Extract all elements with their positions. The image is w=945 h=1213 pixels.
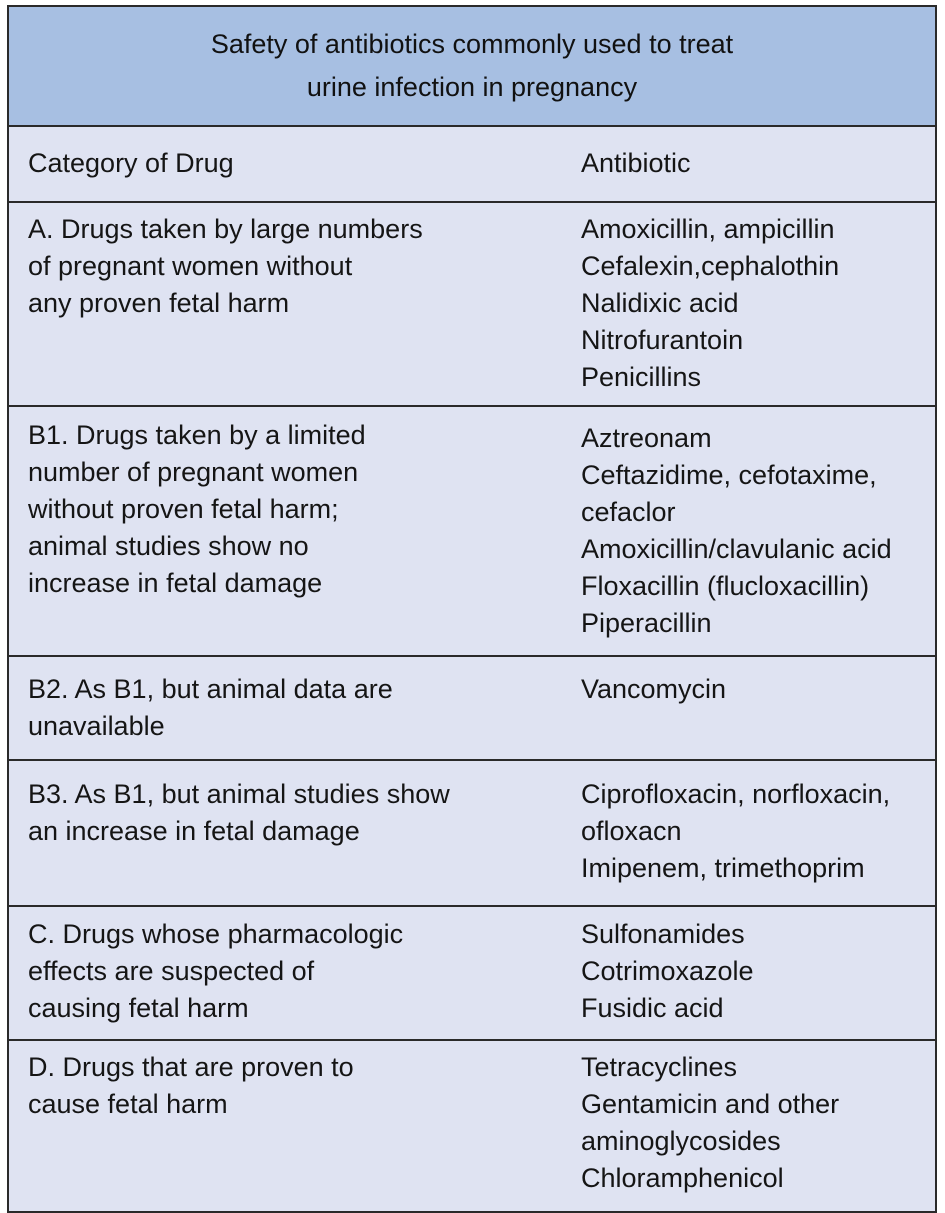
antibiotic-line: Ceftazidime, cefotaxime, (581, 460, 877, 490)
antibiotic-line: ofloxacn (581, 816, 682, 846)
table-title-line-2: urine infection in pregnancy (306, 72, 638, 102)
antibiotic-line: Cefalexin,cephalothin (581, 251, 840, 281)
antibiotic-line: Imipenem, trimethoprim (581, 853, 865, 883)
header-row (9, 127, 935, 203)
category-row-a (9, 203, 935, 407)
category-cell (28, 916, 558, 1027)
antibiotic-line: cefaclor (581, 497, 676, 527)
category-row-d (9, 1041, 935, 1211)
category-line: B1. Drugs taken by a limited (28, 420, 366, 450)
antibiotic-line: Aztreonam (581, 423, 712, 453)
category-line: effects are suspected of (28, 956, 315, 986)
category-row-b1 (9, 407, 935, 657)
category-row-b3 (9, 761, 935, 907)
category-line: animal studies show no (28, 531, 309, 561)
antibiotic-line: Nitrofurantoin (581, 325, 744, 355)
category-cell (28, 417, 558, 602)
antibiotic-line: Piperacillin (581, 608, 712, 638)
antibiotic-line: Nalidixic acid (581, 288, 739, 318)
category-cell (28, 1049, 558, 1123)
antibiotic-cell (581, 420, 931, 642)
antibiotic-line: Penicillins (581, 362, 702, 392)
antibiotic-cell (581, 1049, 931, 1197)
category-cell (28, 211, 558, 322)
antibiotic-line: Fusidic acid (581, 993, 724, 1023)
antibiotic-line: Ciprofloxacin, norfloxacin, (581, 779, 891, 809)
drug-safety-table (7, 5, 937, 1213)
antibiotic-line: Amoxicillin, ampicillin (581, 214, 835, 244)
antibiotic-line: Gentamicin and other (581, 1089, 840, 1119)
table-title-line-1: Safety of antibiotics commonly used to treat (210, 29, 734, 59)
category-line: without proven fetal harm; (28, 494, 339, 524)
category-line: cause fetal harm (28, 1089, 228, 1119)
category-line: of pregnant women without (28, 251, 353, 281)
category-line: A. Drugs taken by large numbers (28, 214, 423, 244)
category-line: increase in fetal damage (28, 568, 323, 598)
antibiotic-line: Floxacillin (flucloxacillin) (581, 571, 870, 601)
category-line: B3. As B1, but animal studies show (28, 779, 450, 809)
category-line: D. Drugs that are proven to (28, 1052, 354, 1082)
category-line: an increase in fetal damage (28, 816, 360, 846)
category-line: any proven fetal harm (28, 288, 290, 318)
antibiotic-cell (581, 916, 931, 1027)
antibiotic-line: Amoxicillin/clavulanic acid (581, 534, 892, 564)
antibiotic-line: aminoglycosides (581, 1126, 781, 1156)
header-antibiotic: Antibiotic (581, 148, 691, 178)
antibiotic-line: Sulfonamides (581, 919, 745, 949)
category-line: C. Drugs whose pharmacologic (28, 919, 404, 949)
category-cell (28, 671, 558, 745)
category-line: unavailable (28, 711, 165, 741)
antibiotic-cell (581, 776, 931, 887)
table-title-row (9, 7, 935, 127)
category-line: number of pregnant women (28, 457, 359, 487)
table-title (211, 23, 733, 109)
category-cell (28, 776, 558, 850)
antibiotic-line: Tetracyclines (581, 1052, 738, 1082)
header-category: Category of Drug (28, 148, 234, 178)
antibiotic-line: Cotrimoxazole (581, 956, 754, 986)
antibiotic-cell (581, 211, 931, 396)
category-row-b2 (9, 657, 935, 761)
category-line: B2. As B1, but animal data are (28, 674, 393, 704)
antibiotic-line: Vancomycin (581, 674, 727, 704)
antibiotic-line: Chloramphenicol (581, 1163, 784, 1193)
category-row-c (9, 907, 935, 1041)
category-line: causing fetal harm (28, 993, 249, 1023)
antibiotic-cell (581, 671, 931, 708)
